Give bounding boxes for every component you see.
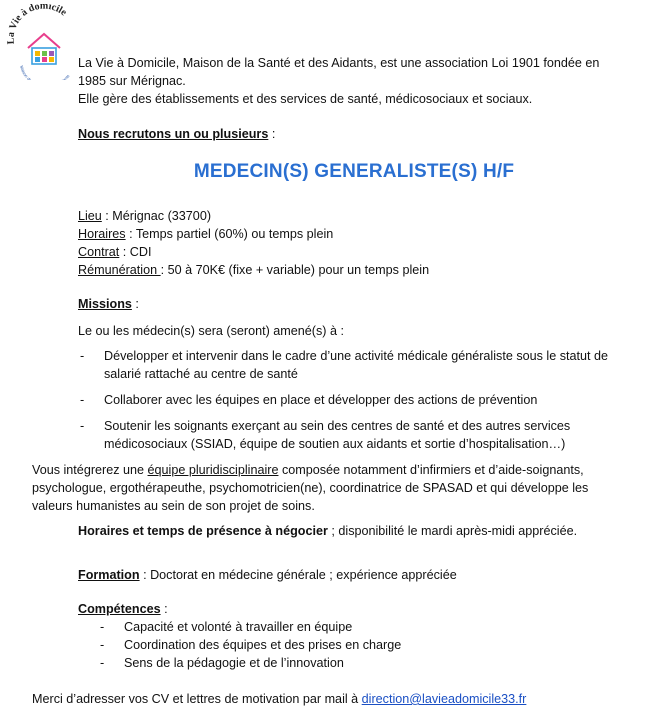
contact-line: Merci d’adresser vos CV et lettres de motivation par mail à direction@lavieadomicile33.fr (32, 692, 527, 706)
schedule-line: Horaires et temps de présence à négocier ; disponibilité le mardi après-midi appréciée. (78, 524, 578, 538)
mission-item-2: Collaborer avec les équipes en place et développer des actions de prévention (104, 393, 538, 407)
mission-item-3-l1: Soutenir les soignants exerçant au sein des centres de santé et des autres services (104, 419, 571, 433)
missions-intro: Le ou les médecin(s) sera (seront) amené(s) à : (78, 324, 344, 338)
mission-item-1-l1: Développer et intervenir dans le cadre d’une activité médicale généraliste sous le statut de (104, 349, 609, 363)
team-link: équipe pluridisciplinaire (147, 463, 279, 477)
mission-item-3-l2: médicosociaux (SSIAD, équipe de soutien aux aidants et sortie d’hospitalisation…) (104, 437, 566, 451)
list-dash: - (100, 620, 105, 634)
team-line-2: psychologue, ergothérapeuthe, psychomotricien(ne), coordinatrice de SPASAD et qui développe les (32, 481, 589, 495)
competences-heading: Compétences : (78, 602, 168, 616)
competence-item-1: Capacité et volonté à travailler en équipe (124, 620, 353, 634)
logo-arc-text: La Vie à domicile (5, 4, 69, 45)
detail-lieu: Lieu : Mérignac (33700) (78, 209, 212, 223)
intro-line-3: Elle gère des établissements et des services de santé, médicosociaux et sociaux. (78, 92, 533, 106)
competence-item-2: Coordination des équipes et des prises en charge (124, 638, 402, 652)
team-line-1: Vous intégrerez une équipe pluridisciplinaire composée notamment d’infirmiers et d’aide-soignants, (32, 463, 584, 477)
list-dash: - (100, 656, 105, 670)
intro-line-1: La Vie à Domicile, Maison de la Santé et des Aidants, est une association Loi 1901 fondée en (78, 56, 600, 70)
competence-item-3: Sens de la pédagogie et de l’innovation (124, 656, 344, 670)
svg-text:Maison de la Santé et des Aida (19, 65, 70, 80)
missions-heading: Missions : (78, 297, 139, 311)
mission-item-1-l2: salarié rattaché au centre de santé (104, 367, 298, 381)
detail-contrat: Contrat : CDI (78, 245, 152, 259)
logo-tagline: Maison d ants (18, 64, 71, 80)
list-dash: - (80, 349, 85, 363)
list-dash: - (80, 419, 85, 433)
contact-email-link[interactable]: direction@lavieadomicile33.fr (361, 692, 527, 706)
formation-line: Formation : Doctorat en médecine générale ; expérience appréciée (78, 568, 457, 582)
detail-remuneration: Rémunération : 50 à 70K€ (fixe + variable) pour un temps plein (78, 263, 430, 277)
recruit-suffix: : (268, 127, 276, 141)
detail-horaires: Horaires : Temps partiel (60%) ou temps plein (78, 227, 334, 241)
team-line-3: valeurs humanistes au sein de son projet de soins. (32, 499, 315, 513)
list-dash: - (100, 638, 105, 652)
intro-line-2: 1985 sur Mérignac. (78, 74, 186, 88)
logo (4, 4, 84, 80)
list-dash: - (80, 393, 85, 407)
recruit-label: Nous recrutons un ou plusieurs (78, 127, 269, 141)
job-title: MEDECIN(S) GENERALISTE(S) H/F (193, 161, 515, 182)
svg-text:La Vie à domicile (5, 4, 69, 45)
recruit-heading (78, 125, 275, 143)
logo-house-icon (4, 4, 84, 80)
